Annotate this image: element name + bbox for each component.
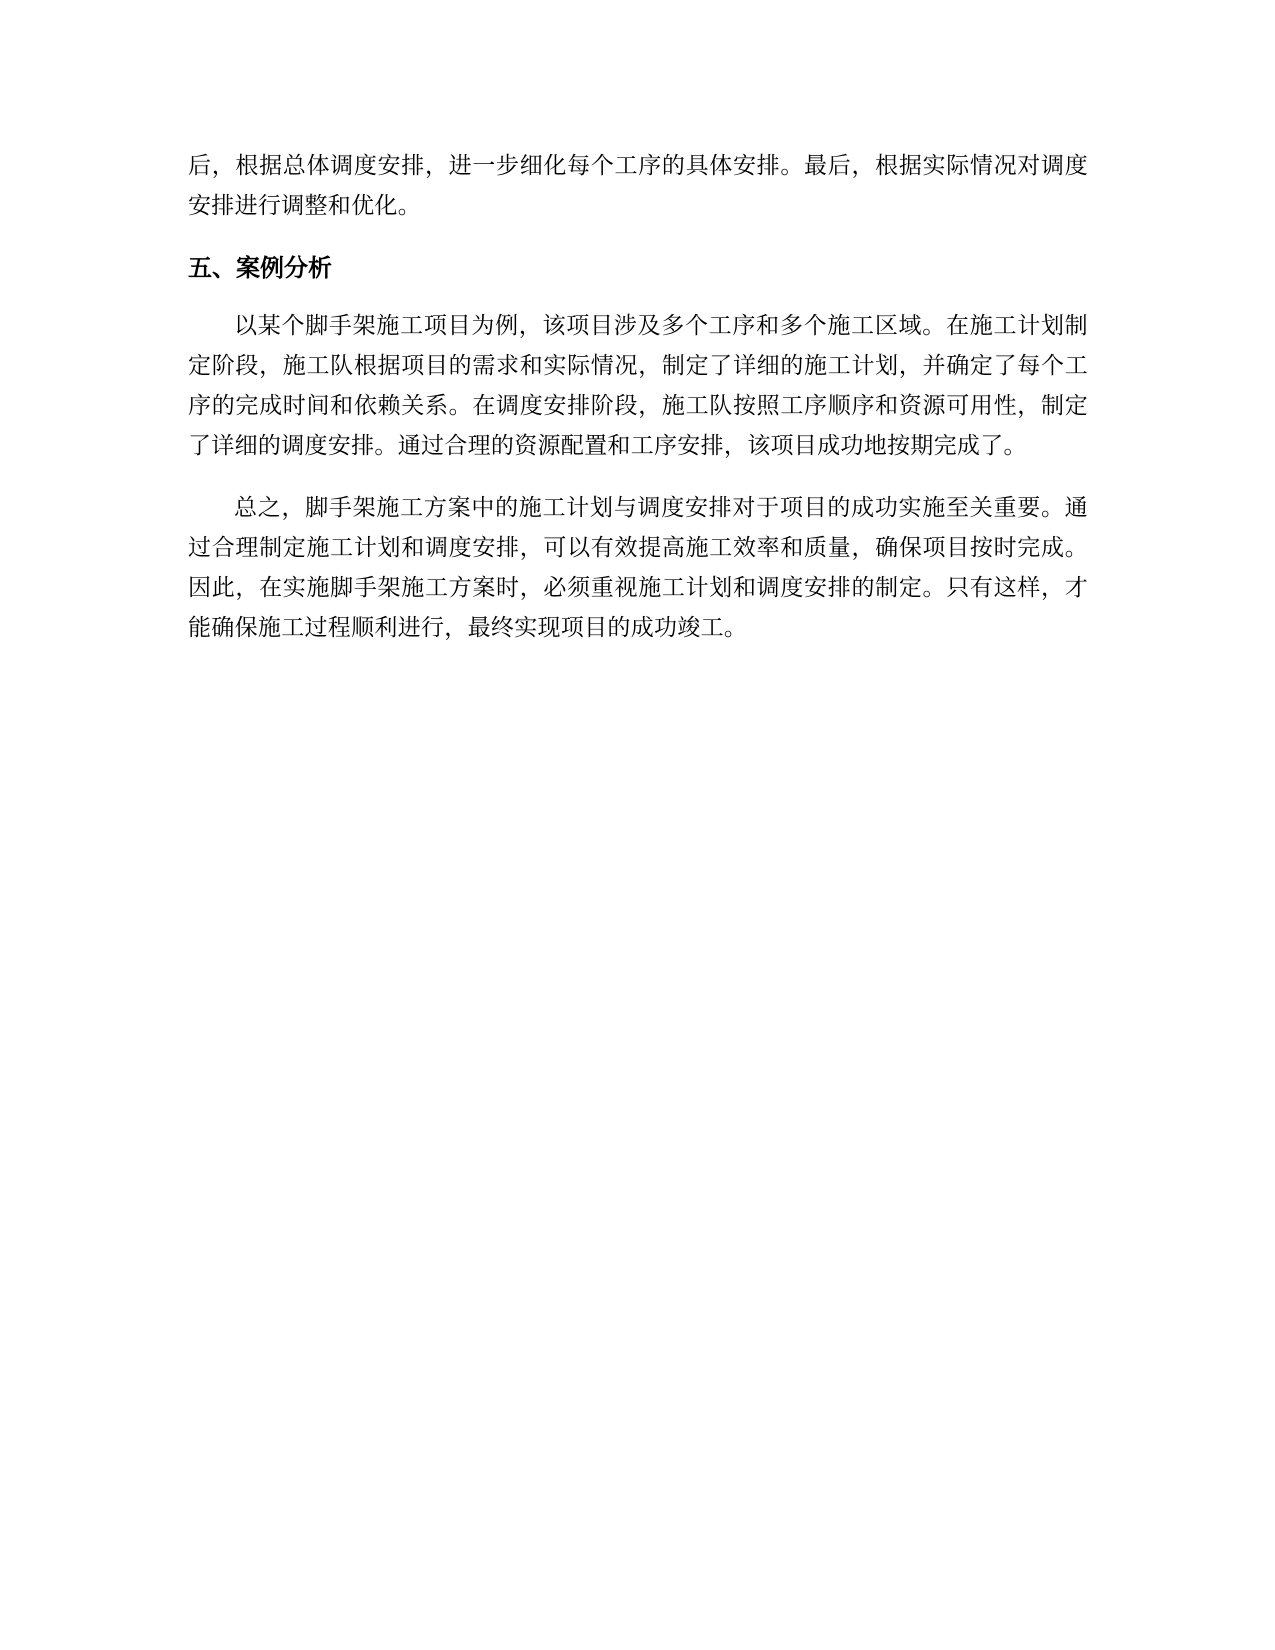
paragraph-continued: 后，根据总体调度安排，进一步细化每个工序的具体安排。最后，根据实际情况对调度安排进行调整和优化。 xyxy=(188,153,1088,219)
section-heading: 五、案例分析 xyxy=(188,254,332,282)
document-body xyxy=(188,146,1088,648)
paragraph-conclusion: 总之，脚手架施工方案中的施工计划与调度安排对于项目的成功实施至关重要。通过合理制定施工计划和调度安排，可以有效提高施工效率和质量，确保项目按时完成。因此，在实施脚手架施工方案时，必须重视施工计划和调度安排的制定。只有这样，才能确保施工过程顺利进行，最终实现项目的成功竣工。 xyxy=(188,495,1088,641)
paragraph-case-analysis: 以某个脚手架施工项目为例，该项目涉及多个工序和多个施工区域。在施工计划制定阶段，施工队根据项目的需求和实际情况，制定了详细的施工计划，并确定了每个工序的完成时间和依赖关系。在调度安排阶段，施工队按照工序顺序和资源可用性，制定了详细的调度安排。通过合理的资源配置和工序安排，该项目成功地按期完成了。 xyxy=(188,313,1088,459)
